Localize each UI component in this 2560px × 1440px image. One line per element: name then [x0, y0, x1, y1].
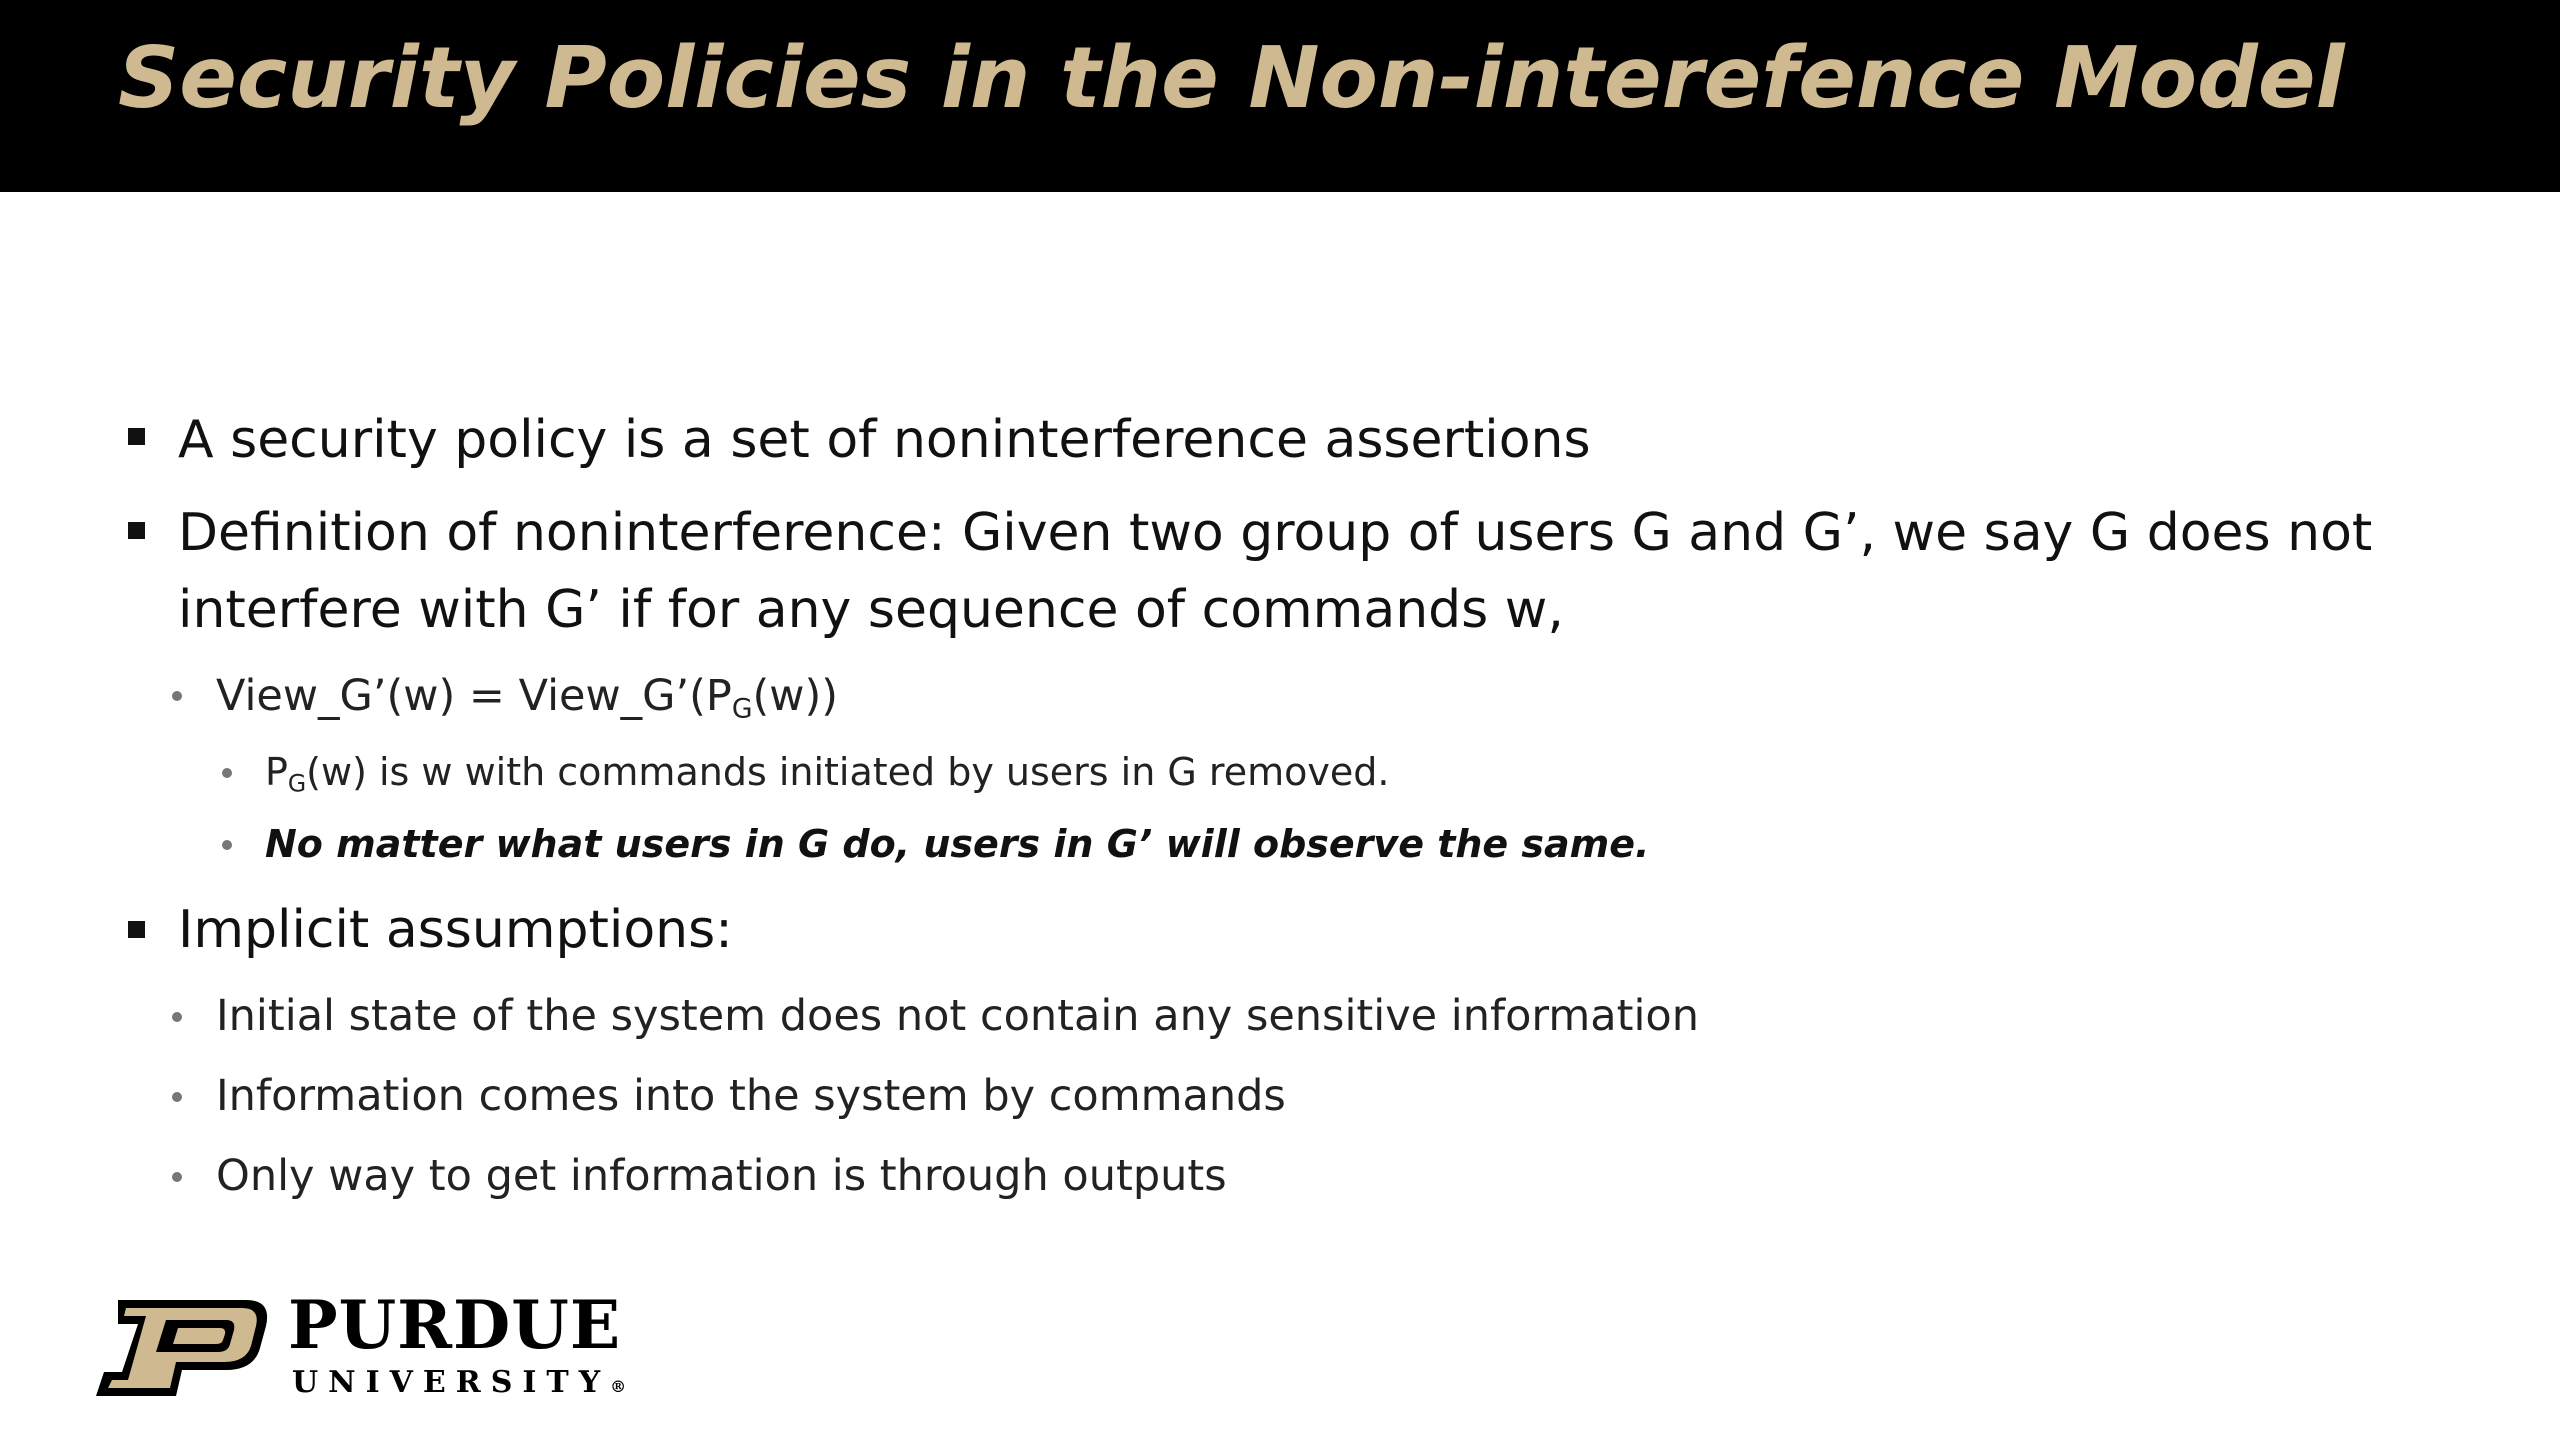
pg-prefix: P [265, 750, 288, 794]
view-equation-prefix: View_G’(w) = View_G’(P [216, 671, 732, 721]
subscript-g: G [287, 769, 307, 798]
dot-bullet-icon [172, 1172, 182, 1182]
assumption-initial-state: Initial state of the system does not contain any sensitive information [216, 991, 1699, 1041]
purdue-p-logo-icon [96, 1300, 268, 1396]
purdue-logo [96, 1286, 627, 1408]
dot-bullet-icon [172, 691, 182, 701]
square-bullet-icon [128, 428, 145, 445]
logo-subtitle [292, 1365, 627, 1400]
subscript-g: G [731, 693, 753, 725]
slide-title: Security Policies in the Non-interefence Model [118, 29, 2345, 128]
bullet-policy-definition: A security policy is a set of noninterference assertions [178, 410, 1591, 470]
dot-bullet-icon [172, 1092, 182, 1102]
view-equation [216, 666, 838, 726]
assumption-outputs: Only way to get information is through outputs [216, 1151, 1227, 1201]
dot-bullet-icon [172, 1012, 182, 1022]
dot-bullet-icon [222, 840, 232, 850]
assumption-commands: Information comes into the system by commands [216, 1071, 1286, 1121]
pg-definition [265, 744, 1389, 800]
square-bullet-icon [128, 522, 145, 539]
bullet-noninterference-line2: interfere with G’ if for any sequence of commands w, [178, 580, 1564, 640]
logo-wordmark: PURDUE [288, 1286, 622, 1364]
square-bullet-icon [128, 921, 145, 938]
bullet-implicit-assumptions: Implicit assumptions: [178, 900, 733, 960]
view-equation-suffix: (w)) [752, 671, 839, 721]
bullet-noninterference-line1: Definition of noninterference: Given two group of users G and G’, we say G does not [178, 503, 2373, 563]
logo-subtitle-text: UNIVERSITY [292, 1365, 611, 1400]
dot-bullet-icon [222, 768, 232, 778]
pg-suffix: (w) is w with commands initiated by users in G removed. [306, 750, 1390, 794]
observation-statement: No matter what users in G do, users in G’ will observe the same. [265, 822, 1650, 866]
registered-mark: ® [610, 1377, 627, 1396]
